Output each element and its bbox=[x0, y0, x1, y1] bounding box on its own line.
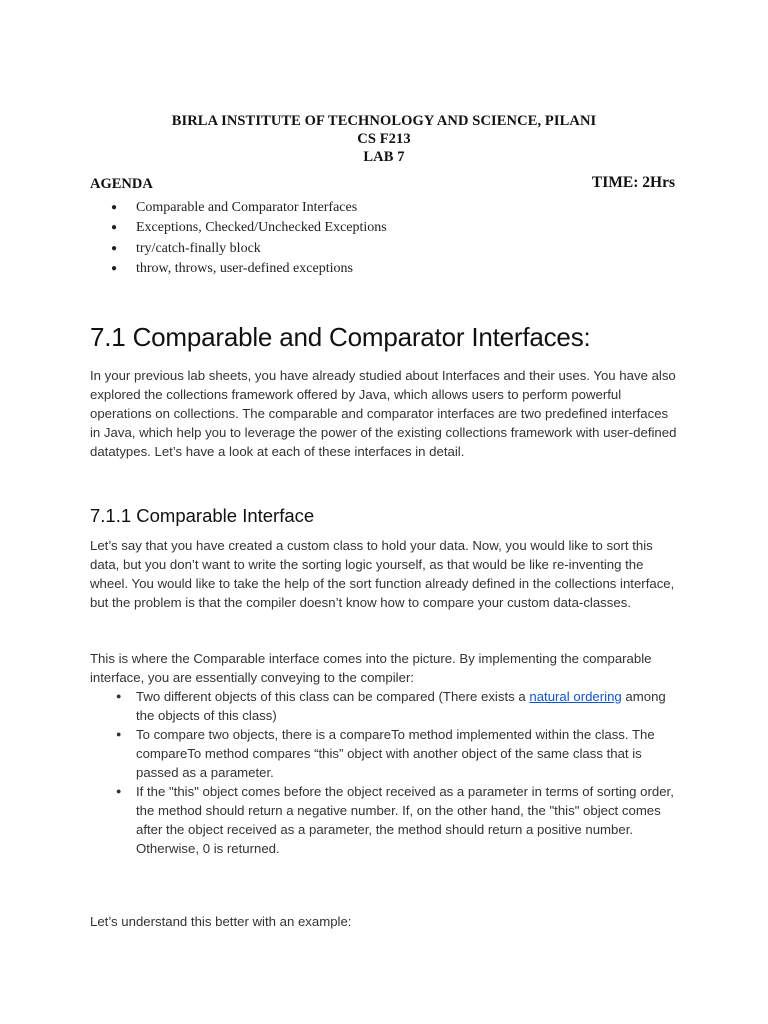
list-item bbox=[116, 782, 676, 858]
subsection-heading: 7.1.1 Comparable Interface bbox=[90, 505, 315, 526]
compiler-points-list bbox=[116, 687, 676, 858]
agenda-item: ● Exceptions, Checked/Unchecked Exceptions bbox=[111, 218, 387, 238]
section-heading: 7.1 Comparable and Comparator Interfaces: bbox=[90, 322, 591, 352]
intro-paragraph: In your previous lab sheets, you have already studied about Interfaces and their uses. You have also explored the collections framework offered by Java, which allows users to perform powerful operations on collections. The comparable and comparator interfaces are two predefined interfaces in Java, which help you to leverage the power of the existing collections framework with user-defined datatypes. Let’s have a look at each of these interfaces in detail. bbox=[90, 368, 677, 459]
comparable-intro-paragraph: This is where the Comparable interface comes into the picture. By implementing the comparable interface, you are essentially conveying to the compiler: bbox=[90, 651, 652, 685]
natural-ordering-link[interactable]: natural ordering bbox=[529, 689, 622, 704]
time-label: TIME: 2Hrs bbox=[591, 174, 675, 191]
list-item-text: Two different objects of this class can be compared (There exists a bbox=[136, 689, 530, 704]
list-item bbox=[116, 687, 676, 725]
list-item-text: To compare two objects, there is a compareTo method implemented within the class. The compareTo method compares “this” object with another object of the same class that is passed as a parameter. bbox=[136, 727, 655, 780]
comparable-paragraph: Let’s say that you have created a custom class to hold your data. Now, you would like to sort this data, but you don’t want to write the sorting logic yourself, as that would be like re-inventing the wheel. You would like to take the help of the sort function already defined in the collections interface, but the problem is that the compiler doesn’t know how to compare your custom data-classes. bbox=[90, 538, 675, 610]
agenda-item: ● Comparable and Comparator Interfaces bbox=[111, 198, 387, 218]
example-intro: Let’s understand this better with an example: bbox=[90, 914, 352, 929]
list-item-text: If the "this" object comes before the object received as a parameter in terms of sorting order, the method should return a negative number. If, on the other hand, the "this" object comes after the object received as a parameter, the method should return a positive number. Otherwise, 0 is returned. bbox=[136, 784, 674, 856]
agenda-item: ● try/catch-finally block bbox=[111, 239, 387, 259]
agenda-label: AGENDA bbox=[90, 176, 153, 192]
list-item-text: among the objects of this class) bbox=[136, 689, 666, 723]
agenda-item: ● throw, throws, user-defined exceptions bbox=[111, 259, 387, 279]
course-code: CS F213 bbox=[357, 131, 411, 147]
list-item bbox=[116, 725, 676, 782]
agenda-list bbox=[111, 198, 387, 279]
lab-number: LAB 7 bbox=[363, 149, 405, 165]
institute-title: BIRLA INSTITUTE OF TECHNOLOGY AND SCIENCE, PILANI bbox=[171, 113, 597, 129]
